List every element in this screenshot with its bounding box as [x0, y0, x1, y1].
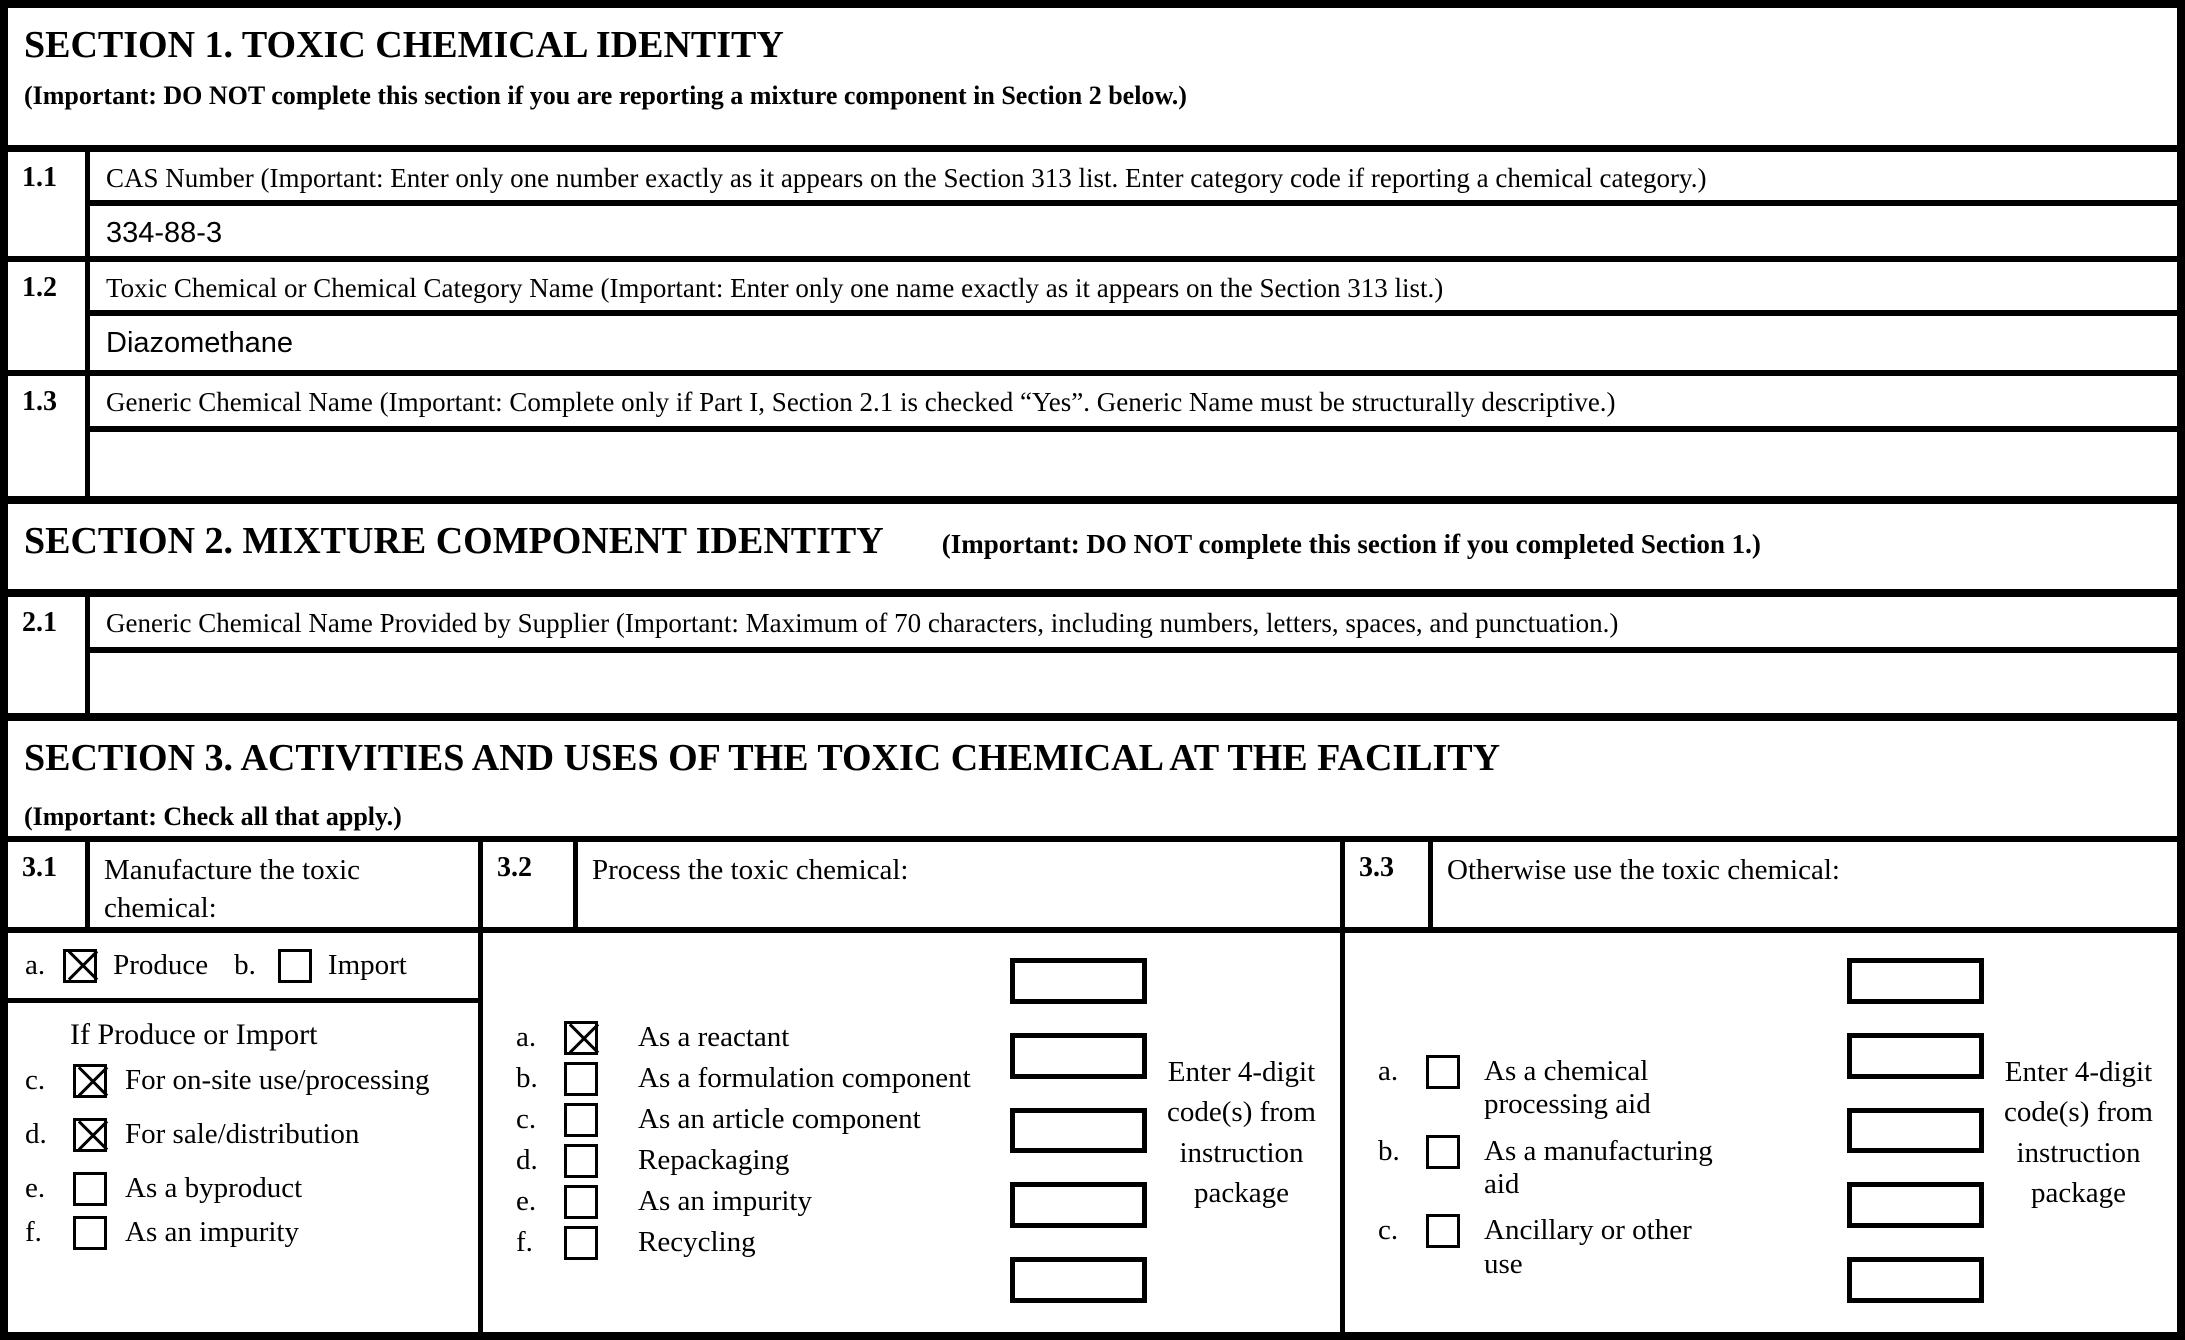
checkbox-import[interactable]	[278, 949, 312, 983]
item-letter: e.	[516, 1185, 537, 1217]
code-entry-note: Enter 4-digit code(s) from instruction package	[2004, 1056, 2153, 1209]
field-number: 1.3	[8, 376, 90, 496]
checkbox-chemical-processing-aid[interactable]	[1426, 1055, 1460, 1089]
code-box-input[interactable]	[1010, 1033, 1147, 1079]
item-letter: f.	[516, 1226, 533, 1258]
otherwise-use-code-boxes	[1847, 958, 1984, 1332]
cas-number-label: CAS Number (Important: Enter only one number exactly as it appears on the Section 313 list. Enter category code if reporting a chemical category.)	[90, 152, 2177, 206]
list-item	[1361, 1055, 1847, 1122]
checkbox-byproduct[interactable]	[73, 1172, 107, 1206]
list-item	[499, 1226, 1010, 1260]
item-label: As a chemical processing aid	[1484, 1055, 1651, 1121]
column-number-3-2: 3.2	[483, 842, 578, 927]
list-item	[8, 1064, 478, 1098]
code-box-input[interactable]	[1847, 958, 1984, 1004]
section3-note: (Important: Check all that apply.)	[24, 801, 402, 831]
import-label: Import	[327, 949, 407, 981]
list-item	[8, 1172, 478, 1206]
item-label: For on-site use/processing	[125, 1064, 430, 1096]
checkbox-ancillary-use[interactable]	[1426, 1214, 1460, 1248]
item-label: Recycling	[638, 1226, 756, 1258]
code-entry-note: Enter 4-digit code(s) from instruction package	[1167, 1056, 1316, 1209]
checkbox-article-component[interactable]	[564, 1103, 598, 1137]
section1-title: SECTION 1. TOXIC CHEMICAL IDENTITY	[24, 24, 784, 66]
otherwise-use-column	[1345, 933, 2177, 1332]
field-row-1-3	[8, 376, 2177, 504]
produce-import-row	[8, 933, 478, 1003]
item-letter: a.	[25, 949, 46, 981]
section3-column-headers	[8, 842, 2177, 933]
code-box-input[interactable]	[1847, 1108, 1984, 1154]
item-letter: d.	[516, 1144, 538, 1176]
item-letter: b.	[234, 949, 256, 981]
list-item	[8, 1216, 478, 1250]
section3-title: SECTION 3. ACTIVITIES AND USES OF THE TOXIC CHEMICAL AT THE FACILITY	[24, 737, 1501, 779]
column-number-3-3: 3.3	[1345, 842, 1433, 927]
column-header-manufacture: Manufacture the toxic chemical:	[90, 842, 483, 927]
code-box-input[interactable]	[1010, 1108, 1147, 1154]
chemical-name-input[interactable]: Diazomethane	[106, 327, 293, 359]
checkbox-impurity-32[interactable]	[564, 1185, 598, 1219]
code-box-input[interactable]	[1847, 1182, 1984, 1228]
section1-header	[8, 8, 2177, 152]
section3-header	[8, 721, 2177, 842]
item-letter: b.	[516, 1062, 538, 1094]
column-header-process: Process the toxic chemical:	[578, 842, 1345, 927]
item-label: As an impurity	[638, 1185, 812, 1217]
code-box-input[interactable]	[1847, 1257, 1984, 1303]
item-label: As an article component	[638, 1103, 921, 1135]
chemical-name-label: Toxic Chemical or Chemical Category Name (Important: Enter only one name exactly as it appears on the Section 313 list.)	[90, 262, 2177, 316]
code-box-input[interactable]	[1010, 958, 1147, 1004]
supplier-generic-name-input[interactable]	[90, 653, 2177, 713]
item-letter: d.	[25, 1118, 47, 1150]
item-label: As an impurity	[125, 1216, 299, 1248]
list-item	[499, 1062, 1010, 1096]
generic-name-label: Generic Chemical Name (Important: Complete only if Part I, Section 2.1 is checked “Yes”. Generic Name must be structurally descriptive.)	[90, 376, 2177, 432]
checkbox-impurity-31[interactable]	[73, 1216, 107, 1250]
item-label: For sale/distribution	[125, 1118, 360, 1150]
field-number: 2.1	[8, 597, 90, 713]
list-item	[1361, 1135, 1847, 1202]
otherwise-use-code-entry	[1847, 933, 2177, 1332]
item-label: Repackaging	[638, 1144, 790, 1176]
section3-body	[8, 933, 2177, 1332]
manufacture-options	[8, 1064, 478, 1250]
field-number: 1.2	[8, 262, 90, 370]
section2-header	[8, 504, 2177, 597]
item-label: Ancillary or other use	[1484, 1214, 1692, 1280]
list-item	[499, 1021, 1010, 1055]
item-letter: f.	[25, 1216, 42, 1248]
field-row-2-1	[8, 597, 2177, 721]
item-letter: a.	[516, 1021, 537, 1053]
list-item	[8, 1118, 478, 1152]
code-box-input[interactable]	[1847, 1033, 1984, 1079]
item-label: As a byproduct	[125, 1172, 303, 1204]
checkbox-repackaging[interactable]	[564, 1144, 598, 1178]
list-item	[1361, 1214, 1847, 1281]
field-row-1-1	[8, 152, 2177, 262]
item-label: As a reactant	[638, 1021, 790, 1053]
item-letter: a.	[1378, 1055, 1399, 1087]
section1-note: (Important: DO NOT complete this section if you are reporting a mixture component in Section 2 below.)	[24, 80, 1187, 110]
item-label: As a formulation component	[638, 1062, 971, 1094]
cas-number-input[interactable]: 334-88-3	[106, 217, 223, 249]
section2-note: (Important: DO NOT complete this section if you completed Section 1.)	[941, 529, 1761, 559]
code-box-input[interactable]	[1010, 1182, 1147, 1228]
checkbox-recycling[interactable]	[564, 1226, 598, 1260]
generic-name-input[interactable]	[90, 432, 2177, 496]
checkbox-reactant[interactable]	[564, 1021, 598, 1055]
checkbox-onsite-use[interactable]	[73, 1064, 107, 1098]
checkbox-sale-distribution[interactable]	[73, 1118, 107, 1152]
list-item	[499, 1103, 1010, 1137]
if-produce-or-import-note: If Produce or Import	[70, 1018, 318, 1051]
item-label: As a manufacturing aid	[1484, 1134, 1713, 1201]
field-number: 1.1	[8, 152, 90, 256]
checkbox-formulation-component[interactable]	[564, 1062, 598, 1096]
item-letter: c.	[25, 1064, 46, 1096]
manufacture-column	[8, 933, 483, 1332]
item-letter: c.	[516, 1103, 537, 1135]
item-letter: c.	[1378, 1214, 1399, 1247]
checkbox-produce[interactable]	[63, 949, 97, 983]
process-code-boxes	[1010, 958, 1147, 1332]
process-code-entry	[1010, 933, 1340, 1332]
item-letter: e.	[25, 1172, 46, 1204]
code-box-input[interactable]	[1010, 1257, 1147, 1303]
list-item	[499, 1185, 1010, 1219]
column-number-3-1: 3.1	[8, 842, 90, 927]
otherwise-use-options	[1345, 933, 1847, 1332]
supplier-generic-name-label: Generic Chemical Name Provided by Supplier (Important: Maximum of 70 characters, including numbers, letters, spaces, and punctuation.)	[90, 597, 2177, 653]
checkbox-manufacturing-aid[interactable]	[1426, 1135, 1460, 1169]
section2-title: SECTION 2. MIXTURE COMPONENT IDENTITY	[24, 520, 884, 562]
column-header-otherwise-use: Otherwise use the toxic chemical:	[1447, 854, 1840, 886]
item-letter: b.	[1378, 1134, 1400, 1167]
produce-label: Produce	[113, 949, 209, 981]
list-item	[499, 1144, 1010, 1178]
process-options	[483, 933, 1010, 1332]
field-row-1-2	[8, 262, 2177, 376]
process-column	[483, 933, 1345, 1332]
